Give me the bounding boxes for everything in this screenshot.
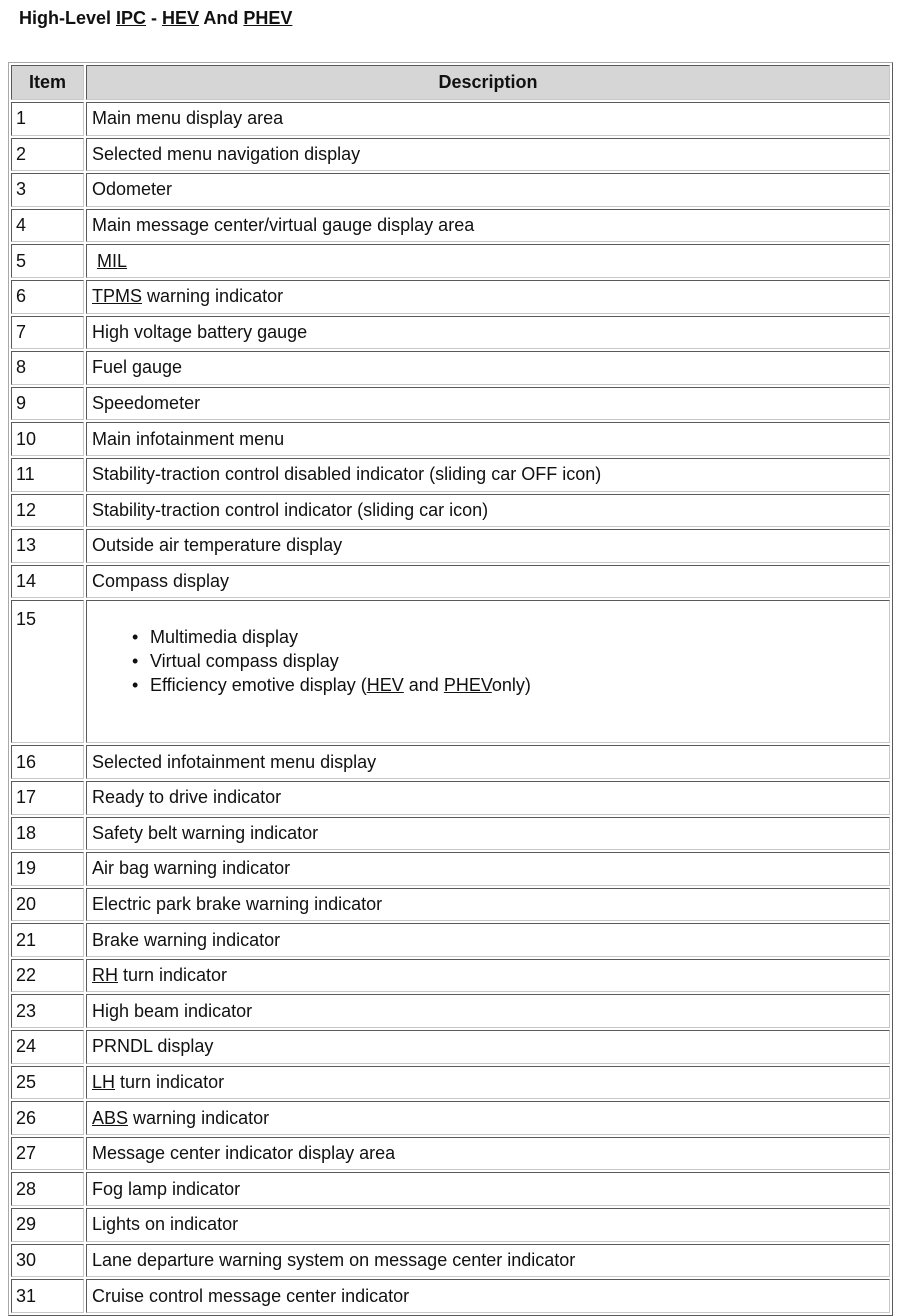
ipc-link[interactable]: IPC: [116, 8, 147, 28]
table-row: [11, 422, 890, 456]
item-description: [86, 529, 890, 563]
item-number: 19: [11, 852, 84, 886]
abbreviation-link[interactable]: TPMS: [92, 286, 143, 307]
description-text: Ready to drive indicator: [92, 787, 282, 808]
list-item: [132, 673, 889, 697]
item-description: [86, 565, 890, 599]
table-row: [11, 387, 890, 421]
item-number: 27: [11, 1137, 84, 1171]
item-description: [86, 138, 890, 172]
item-number: 16: [11, 745, 84, 779]
table-row: [11, 600, 890, 743]
abbreviation-link[interactable]: MIL: [97, 250, 128, 271]
item-description: [86, 458, 890, 492]
item-number: 12: [11, 494, 84, 528]
description-text: Stability-traction control indicator (sliding car icon): [92, 499, 489, 520]
table-row: [11, 888, 890, 922]
table-row: [11, 1101, 890, 1135]
item-number: 20: [11, 888, 84, 922]
description-text: Fog lamp indicator: [92, 1178, 241, 1199]
table-row: [11, 1244, 890, 1278]
item-description: [86, 1208, 890, 1242]
table-body-row15: [11, 600, 890, 743]
abbreviation-link[interactable]: LH: [92, 1071, 116, 1092]
page-title: [19, 8, 292, 29]
description-text: Fuel gauge: [92, 357, 183, 378]
hev-link[interactable]: HEV: [162, 8, 200, 28]
item-number: 3: [11, 173, 84, 207]
table-row: [11, 959, 890, 993]
item-description: [86, 1279, 890, 1313]
table-row: [11, 102, 890, 136]
item-number: 9: [11, 387, 84, 421]
item-number: 7: [11, 316, 84, 350]
item-description: [86, 422, 890, 456]
item-description: [86, 1137, 890, 1171]
item-number: 4: [11, 209, 84, 243]
title-prefix: High-Level: [19, 8, 117, 28]
item-description: [86, 209, 890, 243]
item-number: 1: [11, 102, 84, 136]
description-text: Air bag warning indicator: [92, 858, 291, 879]
table-row: [11, 280, 890, 314]
item-number: 28: [11, 1172, 84, 1206]
table-row: [11, 173, 890, 207]
description-text: Main menu display area: [92, 108, 284, 129]
description-text: High voltage battery gauge: [92, 321, 308, 342]
bullet-icon: •: [132, 651, 139, 672]
table-header-row: [11, 65, 890, 100]
description-text: PRNDL display: [92, 1036, 214, 1057]
table-row: [11, 781, 890, 815]
list-item-text-post: only): [491, 675, 531, 696]
table-row: [11, 565, 890, 599]
item-description: [86, 745, 890, 779]
abbreviation-link[interactable]: RH: [92, 965, 118, 986]
description-text: Message center indicator display area: [92, 1143, 396, 1164]
description-text: Main message center/virtual gauge display area: [92, 215, 475, 236]
table-body-bottom: [11, 745, 890, 1313]
item-description: [86, 600, 890, 743]
table-body-top: [11, 102, 890, 598]
item-number: 24: [11, 1030, 84, 1064]
item-number: 17: [11, 781, 84, 815]
item-number: 5: [11, 244, 84, 278]
table-row: [11, 1137, 890, 1171]
item-number: 26: [11, 1101, 84, 1135]
table-row: [11, 1172, 890, 1206]
item-description: [86, 888, 890, 922]
item-number: 14: [11, 565, 84, 599]
header-description: Description: [86, 65, 890, 100]
item-description: [86, 959, 890, 993]
description-text: Selected menu navigation display: [92, 143, 361, 164]
description-text: Safety belt warning indicator: [92, 822, 319, 843]
title-and: And: [199, 8, 244, 28]
table-row: [11, 745, 890, 779]
bullet-icon: •: [132, 675, 139, 696]
table-row: [11, 817, 890, 851]
table-row: [11, 1208, 890, 1242]
item-number: 8: [11, 351, 84, 385]
item-number: 31: [11, 1279, 84, 1313]
list-item-text: Virtual compass display: [150, 651, 339, 672]
description-text: Brake warning indicator: [92, 929, 281, 950]
description-text: warning indicator: [128, 1107, 270, 1128]
hev-link[interactable]: HEV: [366, 675, 404, 696]
item-description: [86, 351, 890, 385]
description-text: turn indicator: [118, 965, 228, 986]
item-number: 25: [11, 1066, 84, 1100]
description-text: warning indicator: [142, 286, 284, 307]
item-description: [86, 102, 890, 136]
table-row: [11, 923, 890, 957]
item-number: 2: [11, 138, 84, 172]
description-text: Speedometer: [92, 393, 201, 414]
item-description: [86, 280, 890, 314]
abbreviation-link[interactable]: ABS: [92, 1107, 129, 1128]
item-number: 6: [11, 280, 84, 314]
table-row: [11, 994, 890, 1028]
component-table: [8, 62, 893, 1316]
header-item: Item: [11, 65, 84, 100]
list-item-text: Multimedia display: [150, 627, 299, 648]
item-description: [86, 316, 890, 350]
item-description: [86, 817, 890, 851]
description-text: Cruise control message center indicator: [92, 1285, 410, 1306]
table-row: [11, 1030, 890, 1064]
table-row: [11, 351, 890, 385]
item-description: [86, 244, 890, 278]
list-item-text-pre: Efficiency emotive display (: [150, 675, 367, 696]
item-description: [86, 781, 890, 815]
list-item-text-and: and: [403, 675, 444, 696]
description-text: High beam indicator: [92, 1000, 253, 1021]
item-number: 13: [11, 529, 84, 563]
table-row: [11, 209, 890, 243]
table-row: [11, 494, 890, 528]
table-row: [11, 244, 890, 278]
item-description: [86, 1172, 890, 1206]
item-number: 21: [11, 923, 84, 957]
item-description: [86, 1030, 890, 1064]
list-item: [132, 625, 889, 649]
item-number: 10: [11, 422, 84, 456]
item-number: 11: [11, 458, 84, 492]
item-number: 23: [11, 994, 84, 1028]
title-separator: -: [146, 8, 163, 28]
item-description: [86, 852, 890, 886]
item-description: [86, 173, 890, 207]
item-number: 15: [11, 600, 84, 743]
item-number: 22: [11, 959, 84, 993]
table-row: [11, 138, 890, 172]
description-text: Compass display: [92, 571, 230, 592]
description-text: Main infotainment menu: [92, 428, 285, 449]
phev-link[interactable]: PHEV: [443, 675, 492, 696]
bullet-icon: •: [132, 627, 139, 648]
description-text: Lights on indicator: [92, 1214, 239, 1235]
description-text: Outside air temperature display: [92, 535, 343, 556]
item-description: [86, 1244, 890, 1278]
item-description: [86, 923, 890, 957]
description-text: Electric park brake warning indicator: [92, 893, 383, 914]
item-number: 18: [11, 817, 84, 851]
description-text: turn indicator: [115, 1071, 225, 1092]
display-list: [92, 625, 889, 697]
description-text: Lane departure warning system on message center indicator: [92, 1249, 576, 1270]
item-description: [86, 387, 890, 421]
table-row: [11, 316, 890, 350]
list-item: [132, 649, 889, 673]
item-number: 30: [11, 1244, 84, 1278]
table-row: [11, 458, 890, 492]
table-row: [11, 852, 890, 886]
item-description: [86, 494, 890, 528]
description-text: Stability-traction control disabled indicator (sliding car OFF icon): [92, 464, 602, 485]
item-description: [86, 1101, 890, 1135]
item-description: [86, 994, 890, 1028]
description-text: Selected infotainment menu display: [92, 751, 377, 772]
item-description: [86, 1066, 890, 1100]
phev-link[interactable]: PHEV: [243, 8, 293, 28]
table-row: [11, 1279, 890, 1313]
table-row: [11, 529, 890, 563]
description-text: Odometer: [92, 179, 173, 200]
table-row: [11, 1066, 890, 1100]
item-number: 29: [11, 1208, 84, 1242]
